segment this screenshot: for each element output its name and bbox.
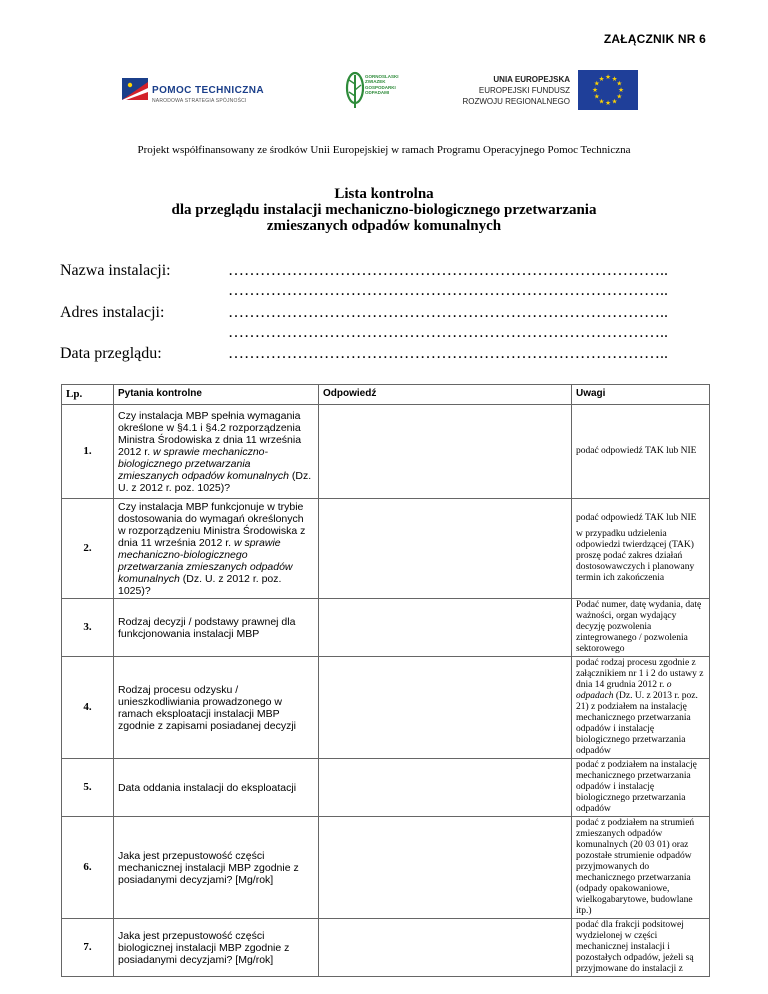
eco-logo-text [365,74,399,96]
answer-cell[interactable] [319,759,572,817]
eu-line-2: EUROPEJSKI FUNDUSZ [478,86,570,95]
pomoc-techniczna-logo [122,78,272,108]
eu-star-icon: ★ [618,87,624,95]
installation-name-field-line-2[interactable]: ……………………………………………………………………….. [228,282,668,299]
row-question: Data oddania instalacji do eksploatacji [114,759,319,817]
row-number: 2. [62,499,114,599]
eu-line-1: UNIA EUROPEJSKA [493,75,570,84]
pomoc-techniczna-name: POMOC TECHNICZNA [152,85,264,96]
answer-cell[interactable] [319,405,572,499]
answer-cell[interactable] [319,499,572,599]
header-lp: Lp. [62,385,114,405]
installation-name-label: Nazwa instalacji: [60,262,171,279]
header-question: Pytania kontrolne [114,385,319,405]
notes-text: w przypadku udzielenia odpowiedzi twierdzącej (TAK) proszę podać zakres działań dostosowawczych i planowany termin ich zakończenia [576,529,695,583]
annex-number: ZAŁĄCZNIK NR 6 [603,32,706,46]
question-citation: (Dz. U. z 2012 r. poz. 1025)? [118,572,282,597]
cofinance-note: Projekt współfinansowany ze środków Unii Europejskiej w ramach Programu Operacyjnego Pomoc Techniczna [137,144,631,156]
title-line-1: Lista kontrolna [334,186,434,202]
answer-cell[interactable] [319,657,572,759]
row-number: 3. [62,599,114,657]
title-line-2: dla przeglądu instalacji mechaniczno-biologicznego przetwarzania [171,202,597,218]
title-line-3: zmieszanych odpadów komunalnych [266,218,502,234]
row-number: 5. [62,759,114,817]
row-question: Jaka jest przepustowość części biologicznej instalacji MBP zgodnie z posiadanymi decyzjami? [Mg/rok] [114,919,319,977]
installation-address-label: Adres instalacji: [60,304,165,321]
row-number: 1. [62,405,114,499]
inspection-date-label: Data przeglądu: [60,345,162,362]
eu-star-icon: ★ [611,75,618,83]
table-row [62,817,710,919]
table-row [62,499,710,599]
table-row [62,599,710,657]
answer-cell[interactable] [319,817,572,919]
question-act-title: w sprawie mechaniczno-biologicznego przetwarzania zmieszanych odpadów komunalnych [118,445,290,482]
leaf-icon [345,70,365,110]
row-question [114,405,319,499]
eco-association-logo [343,70,403,110]
notes-text: podać odpowiedź TAK lub NIE [576,446,697,456]
inspection-date-field[interactable]: ……………………………………………………………………….. [228,345,668,362]
row-number: 4. [62,657,114,759]
eu-star-icon: ★ [616,93,623,101]
notes-citation: (Dz. U. z 2013 r. poz. 21) z podziałem na instalację mechanicznego przetwarzania odpadów i instalację biologicznego przetwarzania odpadów [576,691,698,756]
notes-text: podać rodzaj procesu zgodnie z załącznikiem nr 1 i 2 do ustawy z dnia 14 grudnia 2012 r. [576,658,704,690]
eco-logo-line-3: GOSPODARKI [365,84,396,90]
header-notes: Uwagi [572,385,710,405]
question-act-title: w sprawie mechaniczno-biologicznego przetwarzania zmieszanych odpadów komunalnych [118,536,293,585]
eu-logo [462,70,638,112]
answer-cell[interactable] [319,919,572,977]
checklist-table [61,384,710,977]
question-citation: (Dz. U. z 2012 r. poz. 1025)? [118,469,312,494]
table-header-row [62,385,710,405]
pomoc-techniczna-subtitle: NARODOWA STRATEGIA SPÓJNOŚCI [152,98,247,104]
logo-bar [0,62,768,112]
row-number: 6. [62,817,114,919]
row-notes [572,919,710,977]
row-number: 7. [62,919,114,977]
eu-star-icon: ★ [605,100,611,108]
eco-logo-line-2: ZWIAZEK [365,79,386,85]
notes-text: podać z podziałem na strumień zmieszanych odpadów komunalnych (20 03 01) oraz pozostałe strumienie odpadów przyjmowanych do mechanicznego przetwarzania (odpady opakowaniowe, wielkogabarytowe, budowlane itp.) [576,818,695,916]
eu-star-icon: ★ [598,98,605,106]
pomoc-techniczna-flag-icon [122,78,148,100]
eu-line-3: ROZWOJU REGIONALNEGO [462,97,570,106]
row-notes [572,817,710,919]
notes-act-title: o odpadach [576,680,672,701]
eco-logo-line-1: GORNOSLASKI [365,74,399,79]
notes-text: podać dla frakcji podsitowej wydzielonej w części mechanicznej instalacji i pozostałych odpadów, jeżeli są przyjmowane do instalacji z [576,920,694,974]
row-notes [572,499,710,599]
installation-address-field[interactable]: ……………………………………………………………………….. [228,304,668,321]
answer-cell[interactable] [319,599,572,657]
document-title [0,186,768,234]
eu-star-icon: ★ [592,87,598,95]
row-question: Rodzaj procesu odzysku / unieszkodliwiania prowadzonego w ramach eksploatacji instalacji MBP zgodnie z zapisami posiadanej decyzji [114,657,319,759]
table-row [62,657,710,759]
installation-address-field-line-2[interactable]: ……………………………………………………………………….. [228,324,668,341]
eu-star-icon: ★ [616,80,623,88]
eu-star-icon: ★ [593,93,600,101]
row-question: Rodzaj decyzji / podstawy prawnej dla funkcjonowania instalacji MBP [114,599,319,657]
table-row [62,919,710,977]
table-row [62,759,710,817]
row-notes [572,657,710,759]
eu-logo-text [462,74,570,107]
eu-flag-icon [578,70,638,110]
row-notes [572,599,710,657]
row-notes [572,405,710,499]
notes-text: podać z podziałem na instalację mechanicznego przetwarzania odpadów i instalację biologicznego przetwarzania odpadów [576,760,697,814]
eco-logo-line-4: ODPADAMI [365,90,390,96]
row-notes [572,759,710,817]
installation-name-field[interactable]: ……………………………………………………………………….. [228,262,668,279]
row-question [114,499,319,599]
eu-star-icon: ★ [611,98,618,106]
notes-text: Podać numer, datę wydania, datę ważności, organ wydający decyzję pozwolenia zintegrowanego / pozwolenia sektorowego [576,600,702,654]
eu-star-icon: ★ [605,74,611,82]
table-row [62,405,710,499]
question-text: Czy instalacja MBP funkcjonuje w trybie dostosowania do wymagań określonych w rozporządzeniu Ministra Środowiska z dnia 11 września 2012 r. [118,500,306,549]
notes-text: podać odpowiedź TAK lub NIE [576,513,697,523]
eu-star-icon: ★ [593,80,600,88]
question-text: Czy instalacja MBP spełnia wymagania określone w §4.1 i §4.2 rozporządzenia Ministra Środowiska z dnia 11 września 2012 r. [118,409,302,458]
header-answer: Odpowiedź [319,385,572,405]
eu-star-icon: ★ [598,75,605,83]
row-question: Jaka jest przepustowość części mechanicznej instalacji MBP zgodnie z posiadanymi decyzjami? [Mg/rok] [114,817,319,919]
